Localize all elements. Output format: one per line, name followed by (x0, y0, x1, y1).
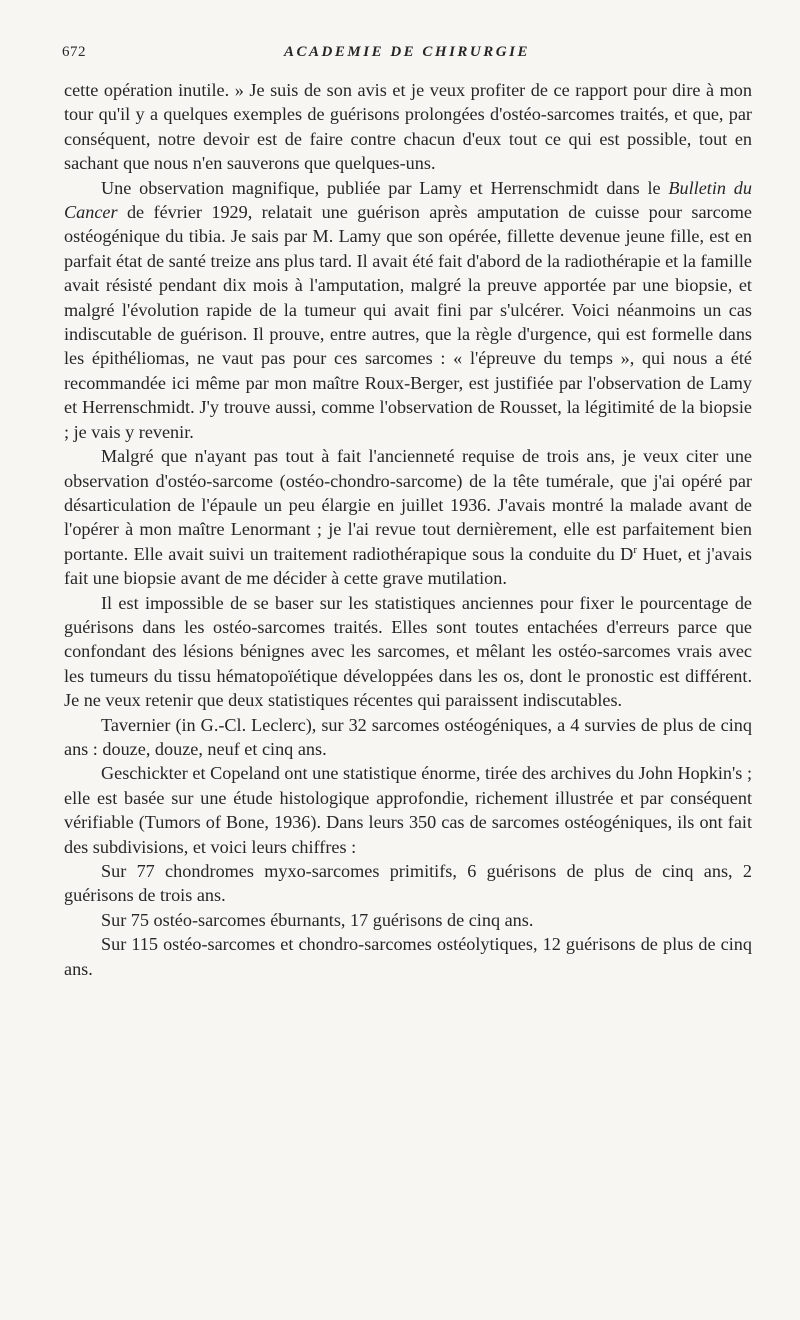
paragraph-personal-observation (64, 444, 752, 590)
paragraph-text: Une observation magnifique, publiée par Lamy et Herrenschmidt dans le (101, 177, 669, 198)
text-body (64, 78, 752, 981)
paragraph-figure-3: Sur 115 ostéo-sarcomes et chondro-sarcomes ostéolytiques, 12 guérisons de plus de cinq ans. (64, 934, 752, 979)
journal-title: Bulletin du Cancer (64, 177, 752, 223)
paragraph-geschickter-copeland: Geschickter et Copeland ont une statistique énorme, tirée des archives du John Hopkin's ; elle est basée sur une étude histologique approfondie, richement illustrée et par conséquent vérifiable (Tumors of Bone, 1936). Dans leurs 350 cas de sarcomes ostéogéniques, ils ont fait des subdivisions, et voici leurs chiffres : (64, 763, 752, 857)
page-header (62, 44, 752, 68)
paragraph-statistics-intro: Il est impossible de se baser sur les statistiques anciennes pour fixer le pourcentage de guérisons dans les ostéo-sarcomes traités. Elles sont toutes entachées d'erreurs parce que confondant des lésions bénignes avec les sarcomes, et mêlant les ostéo-sarcomes vrais avec les tumeurs du tissu hématopoïétique développées dans les os, dont le pronostic est différent. Je ne veux retenir que deux statistiques récentes qui paraissent indiscutables. (64, 592, 752, 711)
paragraph-figure-1: Sur 77 chondromes myxo-sarcomes primitifs, 6 guérisons de plus de cinq ans, 2 guérisons de trois ans. (64, 861, 752, 906)
page-number: 672 (62, 44, 86, 60)
paragraph-figure-2: Sur 75 ostéo-sarcomes éburnants, 17 guérisons de cinq ans. (101, 909, 534, 930)
paragraph-text: Huet, et j'avais fait une biopsie avant de me décider à cette grave mutilation. (64, 543, 752, 589)
running-title: ACADEMIE DE CHIRURGIE (284, 44, 530, 60)
paragraph-continuation: cette opération inutile. » Je suis de son avis et je veux profiter de ce rapport pour dire à mon tour qu'il y a quelques exemples de guérisons prolongées d'ostéo-sarcomes traités, et que, par conséquent, notre devoir est de faire contre chacun d'eux tout ce qui est possible, tout en sachant que nous n'en sauverons que quelques-uns. (64, 80, 752, 174)
paragraph-lamy-observation (64, 176, 752, 444)
superscript: r (633, 543, 637, 556)
paragraph-text: de février 1929, relatait une guérison après amputation de cuisse pour sarcome ostéogénique du tibia. Je sais par M. Lamy que son opérée, fillette devenue jeune fille, est en parfait état de santé treize ans plus tard. Il avait été fait d'abord de la radiothérapie et la famille avait résisté pendant dix mois à l'amputation, malgré la preuve apportée par une biopsie, et malgré l'évolution rapide de la tumeur qui avait fini par s'ulcérer. Voici néanmoins un cas indiscutable de guérison. Il prouve, entre autres, que la règle d'urgence, qui est formelle dans les épithéliomas, ne vaut pas pour ces sarcomes : « l'épreuve du temps », qui nous a été recommandée ici même par mon maître Roux-Berger, est justifiée par l'observation de Lamy et Herrenschmidt. J'y trouve aussi, comme l'observation de Rousset, la légitimité de la biopsie ; je vais y revenir. (64, 202, 752, 442)
paragraph-text: Malgré que n'ayant pas tout à fait l'ancienneté requise de trois ans, je veux citer une observation d'ostéo-sarcome (ostéo-chondro-sarcome) de la tête tumérale, que j'ai opéré par désarticulation de l'épaule un peu élargie en juillet 1936. J'avais montré la malade avant de l'opérer à mon maître Lenormant ; je l'ai revue tout dernièrement, elle est parfaitement bien portante. Elle avait suivi un traitement radiothérapique sous la conduite du D (64, 446, 752, 564)
paragraph-tavernier: Tavernier (in G.-Cl. Leclerc), sur 32 sarcomes ostéogéniques, a 4 survies de plus de cinq ans : douze, douze, neuf et cinq ans. (64, 714, 752, 759)
